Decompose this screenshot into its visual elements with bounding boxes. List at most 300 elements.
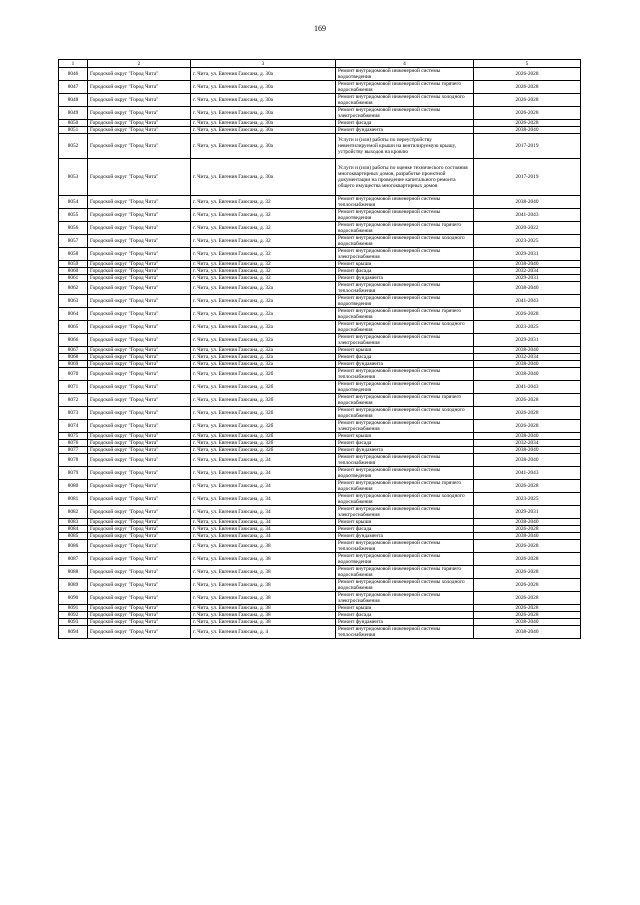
row-number-cell: 8068 [59, 354, 88, 361]
address-cell: г. Чита, ул. Евгения Гаюсана, д. 32а [191, 282, 336, 295]
municipality-cell: Городской округ "Город Чита" [88, 120, 191, 127]
municipality-cell: Городской округ "Город Чита" [88, 209, 191, 222]
row-number-cell: 8069 [59, 361, 88, 368]
address-cell: г. Чита, ул. Евгения Гаюсана, д. 30а [191, 94, 336, 107]
row-number-cell: 8080 [59, 480, 88, 493]
table-row [59, 354, 581, 361]
row-number-cell: 8072 [59, 394, 88, 407]
municipality-cell: Городской округ "Город Чита" [88, 493, 191, 506]
address-cell: г. Чита, ул. Евгения Гаюсана, д. 32а [191, 321, 336, 334]
table-row [59, 248, 581, 261]
table-row [59, 540, 581, 553]
table-row [59, 209, 581, 222]
row-number-cell: 8046 [59, 68, 88, 81]
table-row [59, 308, 581, 321]
period-cell: 2041-2043 [474, 209, 581, 222]
period-cell: 2026-2028 [474, 420, 581, 433]
municipality-cell: Городской округ "Город Чита" [88, 526, 191, 533]
period-cell: 2041-2043 [474, 467, 581, 480]
period-cell: 2038-2040 [474, 196, 581, 209]
address-cell: г. Чита, ул. Евгения Гаюсана, д. 32б [191, 394, 336, 407]
row-number-cell: 8073 [59, 407, 88, 420]
period-cell: 2041-2043 [474, 295, 581, 308]
row-number-cell: 8049 [59, 107, 88, 120]
table-body [59, 68, 581, 639]
municipality-cell: Городской округ "Город Чита" [88, 592, 191, 605]
repair-schedule-table [58, 59, 581, 639]
row-number-cell: 8091 [59, 605, 88, 612]
period-cell: 2026-2028 [474, 120, 581, 127]
municipality-cell: Городской округ "Город Чита" [88, 268, 191, 275]
table-row [59, 275, 581, 282]
period-cell: 2032-2034 [474, 354, 581, 361]
table-row [59, 526, 581, 533]
row-number-cell: 8052 [59, 134, 88, 159]
municipality-cell: Городской округ "Город Чита" [88, 619, 191, 626]
address-cell: г. Чита, ул. Евгения Гаюсана, д. 38 [191, 579, 336, 592]
page-number: 169 [314, 24, 326, 33]
municipality-cell: Городской округ "Город Чита" [88, 127, 191, 134]
row-number-cell: 8094 [59, 626, 88, 639]
period-cell: 2038-2040 [474, 282, 581, 295]
address-cell: г. Чита, ул. Евгения Гаюсана, д. 30а [191, 107, 336, 120]
row-number-cell: 8058 [59, 248, 88, 261]
municipality-cell: Городской округ "Город Чита" [88, 447, 191, 454]
work-type-cell: Ремонт внутридомовой инженерной системы горячего водоснабжения [336, 308, 474, 321]
table-row [59, 368, 581, 381]
row-number-cell: 8089 [59, 579, 88, 592]
work-type-cell: Ремонт внутридомовой инженерной системы теплоснабжения [336, 540, 474, 553]
period-cell: 2038-2040 [474, 454, 581, 467]
municipality-cell: Городской округ "Город Чита" [88, 295, 191, 308]
period-cell: 2026-2028 [474, 526, 581, 533]
address-cell: г. Чита, ул. Евгения Гаюсана, д. 38 [191, 592, 336, 605]
period-cell: 2029-2031 [474, 506, 581, 519]
work-type-cell: Услуги и (или) работы по оценке технического состояния многоквартирных домов, разработке проектной документации на проведение капитального ремонта общего имущества многоквартирных домов [336, 159, 474, 196]
column-number-row [59, 60, 581, 68]
municipality-cell: Городской округ "Город Чита" [88, 440, 191, 447]
table-row [59, 282, 581, 295]
table-row [59, 268, 581, 275]
table-row [59, 127, 581, 134]
period-cell: 2023-2025 [474, 321, 581, 334]
address-cell: г. Чита, ул. Евгения Гаюсана, д. 38 [191, 605, 336, 612]
municipality-cell: Городской округ "Город Чита" [88, 579, 191, 592]
municipality-cell: Городской округ "Город Чита" [88, 626, 191, 639]
row-number-cell: 8082 [59, 506, 88, 519]
row-number-cell: 8063 [59, 295, 88, 308]
period-cell: 2017-2019 [474, 159, 581, 196]
work-type-cell: Ремонт внутридомовой инженерной системы электроснабжения [336, 592, 474, 605]
municipality-cell: Городской округ "Город Чита" [88, 107, 191, 120]
municipality-cell: Городской округ "Город Чита" [88, 235, 191, 248]
municipality-cell: Городской округ "Город Чита" [88, 566, 191, 579]
municipality-cell: Городской округ "Город Чита" [88, 407, 191, 420]
work-type-cell: Ремонт крыши [336, 261, 474, 268]
address-cell: г. Чита, ул. Евгения Гаюсана, д. 32б [191, 420, 336, 433]
period-cell: 2026-2028 [474, 612, 581, 619]
table-row [59, 295, 581, 308]
work-type-cell: Ремонт внутридомовой инженерной системы горячего водоснабжения [336, 566, 474, 579]
work-type-cell: Ремонт фундамента [336, 275, 474, 282]
work-type-cell: Ремонт внутридомовой инженерной системы электроснабжения [336, 334, 474, 347]
work-type-cell: Ремонт внутридомовой инженерной системы водоотведения [336, 209, 474, 222]
row-number-cell: 8087 [59, 553, 88, 566]
row-number-cell: 8078 [59, 454, 88, 467]
address-cell: г. Чита, ул. Евгения Гаюсана, д. 32 [191, 196, 336, 209]
work-type-cell: Ремонт фасада [336, 120, 474, 127]
municipality-cell: Городской округ "Город Чита" [88, 159, 191, 196]
period-cell: 2026-2028 [474, 107, 581, 120]
work-type-cell: Ремонт внутридомовой инженерной системы холодного водоснабжения [336, 407, 474, 420]
work-type-cell: Ремонт внутридомовой инженерной системы горячего водоснабжения [336, 222, 474, 235]
period-cell: 2026-2028 [474, 394, 581, 407]
address-cell: г. Чита, ул. Евгения Гаюсана, д. 34 [191, 480, 336, 493]
work-type-cell: Услуги и (или) работы по переустройству невентилируемой крыши на вентилируемую крышу, устройству выходов на кровлю [336, 134, 474, 159]
column-header: 2 [88, 60, 191, 68]
row-number-cell: 8076 [59, 440, 88, 447]
row-number-cell: 8067 [59, 347, 88, 354]
period-cell: 2038-2040 [474, 361, 581, 368]
municipality-cell: Городской округ "Город Чита" [88, 134, 191, 159]
address-cell: г. Чита, ул. Евгения Гаюсана, д. 30а [191, 134, 336, 159]
column-header: 3 [191, 60, 336, 68]
table-row [59, 467, 581, 480]
work-type-cell: Ремонт внутридомовой инженерной системы водоотведения [336, 381, 474, 394]
period-cell: 2038-2040 [474, 261, 581, 268]
row-number-cell: 8070 [59, 368, 88, 381]
municipality-cell: Городской округ "Город Чита" [88, 467, 191, 480]
address-cell: г. Чита, ул. Евгения Гаюсана, д. 32 [191, 268, 336, 275]
address-cell: г. Чита, ул. Евгения Гаюсана, д. 30а [191, 120, 336, 127]
work-type-cell: Ремонт фасада [336, 440, 474, 447]
work-type-cell: Ремонт внутридомовой инженерной системы водоотведения [336, 68, 474, 81]
address-cell: г. Чита, ул. Евгения Гаюсана, д. 34 [191, 493, 336, 506]
work-type-cell: Ремонт внутридомовой инженерной системы теплоснабжения [336, 454, 474, 467]
address-cell: г. Чита, ул. Евгения Гаюсана, д. 32б [191, 433, 336, 440]
address-cell: г. Чита, ул. Евгения Гаюсана, д. 34 [191, 533, 336, 540]
period-cell: 2038-2040 [474, 347, 581, 354]
municipality-cell: Городской округ "Город Чита" [88, 196, 191, 209]
municipality-cell: Городской округ "Город Чита" [88, 94, 191, 107]
table-row [59, 493, 581, 506]
address-cell: г. Чита, ул. Евгения Гаюсана, д. 38 [191, 540, 336, 553]
table-row [59, 81, 581, 94]
table-row [59, 566, 581, 579]
municipality-cell: Городской округ "Город Чита" [88, 368, 191, 381]
work-type-cell: Ремонт крыши [336, 519, 474, 526]
municipality-cell: Городской округ "Город Чита" [88, 540, 191, 553]
row-number-cell: 8081 [59, 493, 88, 506]
work-type-cell: Ремонт фасада [336, 526, 474, 533]
row-number-cell: 8083 [59, 519, 88, 526]
municipality-cell: Городской округ "Город Чита" [88, 308, 191, 321]
row-number-cell: 8055 [59, 209, 88, 222]
period-cell: 2017-2019 [474, 134, 581, 159]
table-row [59, 626, 581, 639]
table-row [59, 592, 581, 605]
period-cell: 2026-2028 [474, 480, 581, 493]
table-row [59, 407, 581, 420]
work-type-cell: Ремонт крыши [336, 347, 474, 354]
work-type-cell: Ремонт внутридомовой инженерной системы холодного водоснабжения [336, 321, 474, 334]
municipality-cell: Городской округ "Город Чита" [88, 222, 191, 235]
address-cell: г. Чита, ул. Евгения Гаюсана, д. 30а [191, 81, 336, 94]
address-cell: г. Чита, ул. Евгения Гаюсана, д. 32б [191, 368, 336, 381]
address-cell: г. Чита, ул. Евгения Гаюсана, д. 38 [191, 553, 336, 566]
row-number-cell: 8062 [59, 282, 88, 295]
municipality-cell: Городской округ "Город Чита" [88, 506, 191, 519]
address-cell: г. Чита, ул. Евгения Гаюсана, д. 34 [191, 467, 336, 480]
table-row [59, 440, 581, 447]
work-type-cell: Ремонт фундамента [336, 533, 474, 540]
municipality-cell: Городской округ "Город Чита" [88, 321, 191, 334]
table-row [59, 433, 581, 440]
period-cell: 2032-2034 [474, 440, 581, 447]
address-cell: г. Чита, ул. Евгения Гаюсана, д. 38 [191, 619, 336, 626]
table-row [59, 553, 581, 566]
work-type-cell: Ремонт внутридомовой инженерной системы холодного водоснабжения [336, 493, 474, 506]
municipality-cell: Городской округ "Город Чита" [88, 334, 191, 347]
address-cell: г. Чита, ул. Евгения Гаюсана, д. 38 [191, 566, 336, 579]
period-cell: 2020-2022 [474, 222, 581, 235]
work-type-cell: Ремонт внутридомовой инженерной системы горячего водоснабжения [336, 394, 474, 407]
column-header: 1 [59, 60, 88, 68]
table-row [59, 506, 581, 519]
period-cell: 2026-2028 [474, 553, 581, 566]
row-number-cell: 8066 [59, 334, 88, 347]
table-row [59, 347, 581, 354]
row-number-cell: 8048 [59, 94, 88, 107]
address-cell: г. Чита, ул. Евгения Гаюсана, д. 32 [191, 261, 336, 268]
municipality-cell: Городской округ "Город Чита" [88, 454, 191, 467]
table-row [59, 159, 581, 196]
address-cell: г. Чита, ул. Евгения Гаюсана, д. 32а [191, 347, 336, 354]
address-cell: г. Чита, ул. Евгения Гаюсана, д. 32б [191, 440, 336, 447]
work-type-cell: Ремонт внутридомовой инженерной системы теплоснабжения [336, 196, 474, 209]
column-header: 4 [336, 60, 474, 68]
row-number-cell: 8092 [59, 612, 88, 619]
work-type-cell: Ремонт внутридомовой инженерной системы холодного водоснабжения [336, 235, 474, 248]
row-number-cell: 8065 [59, 321, 88, 334]
work-type-cell: Ремонт внутридомовой инженерной системы теплоснабжения [336, 626, 474, 639]
period-cell: 2029-2031 [474, 248, 581, 261]
table-row [59, 619, 581, 626]
table-row [59, 134, 581, 159]
address-cell: г. Чита, ул. Евгения Гаюсана, д. 32б [191, 447, 336, 454]
period-cell: 2038-2040 [474, 127, 581, 134]
address-cell: г. Чита, ул. Евгения Гаюсана, д. 32 [191, 248, 336, 261]
period-cell: 2023-2025 [474, 235, 581, 248]
address-cell: г. Чита, ул. Евгения Гаюсана, д. 32 [191, 275, 336, 282]
row-number-cell: 8071 [59, 381, 88, 394]
municipality-cell: Городской округ "Город Чита" [88, 361, 191, 368]
municipality-cell: Городской округ "Город Чита" [88, 420, 191, 433]
address-cell: г. Чита, ул. Евгения Гаюсана, д. 32 [191, 209, 336, 222]
work-type-cell: Ремонт внутридомовой инженерной системы водоотведения [336, 295, 474, 308]
address-cell: г. Чита, ул. Евгения Гаюсана, д. 38 [191, 612, 336, 619]
table-row [59, 107, 581, 120]
municipality-cell: Городской округ "Город Чита" [88, 605, 191, 612]
municipality-cell: Городской округ "Город Чита" [88, 354, 191, 361]
period-cell: 2038-2040 [474, 433, 581, 440]
municipality-cell: Городской округ "Город Чита" [88, 381, 191, 394]
table-row [59, 222, 581, 235]
municipality-cell: Городской округ "Город Чита" [88, 248, 191, 261]
address-cell: г. Чита, ул. Евгения Гаюсана, д. 32а [191, 308, 336, 321]
municipality-cell: Городской округ "Город Чита" [88, 261, 191, 268]
municipality-cell: Городской округ "Город Чита" [88, 612, 191, 619]
municipality-cell: Городской округ "Город Чита" [88, 68, 191, 81]
work-type-cell: Ремонт внутридомовой инженерной системы электроснабжения [336, 506, 474, 519]
period-cell: 2032-2034 [474, 268, 581, 275]
address-cell: г. Чита, ул. Евгения Гаюсана, д. 32а [191, 295, 336, 308]
row-number-cell: 8079 [59, 467, 88, 480]
address-cell: г. Чита, ул. Евгения Гаюсана, д. 32а [191, 361, 336, 368]
period-cell: 2038-2040 [474, 619, 581, 626]
row-number-cell: 8084 [59, 526, 88, 533]
address-cell: г. Чита, ул. Евгения Гаюсана, д. 34 [191, 454, 336, 467]
municipality-cell: Городской округ "Город Чита" [88, 480, 191, 493]
period-cell: 2038-2040 [474, 519, 581, 526]
work-type-cell: Ремонт внутридомовой инженерной системы электроснабжения [336, 420, 474, 433]
row-number-cell: 8051 [59, 127, 88, 134]
work-type-cell: Ремонт внутридомовой инженерной системы водоотведения [336, 467, 474, 480]
row-number-cell: 8077 [59, 447, 88, 454]
period-cell: 2026-2028 [474, 605, 581, 612]
period-cell: 2026-2028 [474, 68, 581, 81]
row-number-cell: 8054 [59, 196, 88, 209]
work-type-cell: Ремонт внутридомовой инженерной системы холодного водоснабжения [336, 94, 474, 107]
address-cell: г. Чита, ул. Евгения Гаюсана, д. 32 [191, 222, 336, 235]
table-row [59, 321, 581, 334]
period-cell: 2038-2040 [474, 368, 581, 381]
work-type-cell: Ремонт внутридомовой инженерной системы холодного водоснабжения [336, 579, 474, 592]
period-cell: 2026-2028 [474, 540, 581, 553]
work-type-cell: Ремонт внутридомовой инженерной системы горячего водоснабжения [336, 480, 474, 493]
column-header: 5 [474, 60, 581, 68]
work-type-cell: Ремонт фундамента [336, 619, 474, 626]
row-number-cell: 8047 [59, 81, 88, 94]
work-type-cell: Ремонт внутридомовой инженерной системы теплоснабжения [336, 368, 474, 381]
table-row [59, 605, 581, 612]
address-cell: г. Чита, ул. Евгения Гаюсана, д. 32а [191, 354, 336, 361]
work-type-cell: Ремонт фасада [336, 268, 474, 275]
address-cell: г. Чита, ул. Евгения Гаюсана, д. 34 [191, 526, 336, 533]
municipality-cell: Городской округ "Город Чита" [88, 553, 191, 566]
row-number-cell: 8059 [59, 261, 88, 268]
table-row [59, 447, 581, 454]
address-cell: г. Чита, ул. Евгения Гаюсана, д. 32б [191, 407, 336, 420]
table-row [59, 394, 581, 407]
table-row [59, 533, 581, 540]
work-type-cell: Ремонт фасада [336, 612, 474, 619]
table-row [59, 519, 581, 526]
address-cell: г. Чита, ул. Евгения Гаюсана, д. 30а [191, 68, 336, 81]
row-number-cell: 8057 [59, 235, 88, 248]
address-cell: г. Чита, ул. Евгения Гаюсана, д. 34 [191, 519, 336, 526]
row-number-cell: 8074 [59, 420, 88, 433]
address-cell: г. Чита, ул. Евгения Гаюсана, д. 30а [191, 159, 336, 196]
row-number-cell: 8090 [59, 592, 88, 605]
row-number-cell: 8050 [59, 120, 88, 127]
work-type-cell: Ремонт внутридомовой инженерной системы электроснабжения [336, 248, 474, 261]
period-cell: 2029-2031 [474, 275, 581, 282]
table-row [59, 196, 581, 209]
period-cell: 2026-2028 [474, 308, 581, 321]
work-type-cell: Ремонт фундамента [336, 127, 474, 134]
row-number-cell: 8061 [59, 275, 88, 282]
table-row [59, 454, 581, 467]
row-number-cell: 8086 [59, 540, 88, 553]
table-row [59, 120, 581, 127]
period-cell: 2023-2025 [474, 493, 581, 506]
work-type-cell: Ремонт внутридомовой инженерной системы водоотведения [336, 553, 474, 566]
table-row [59, 334, 581, 347]
work-type-cell: Ремонт крыши [336, 605, 474, 612]
address-cell: г. Чита, ул. Евгения Гаюсана, д. 32а [191, 334, 336, 347]
work-type-cell: Ремонт внутридомовой инженерной системы теплоснабжения [336, 282, 474, 295]
table-row [59, 235, 581, 248]
work-type-cell: Ремонт крыши [336, 433, 474, 440]
period-cell: 2026-2028 [474, 81, 581, 94]
period-cell: 2026-2028 [474, 592, 581, 605]
work-type-cell: Ремонт фундамента [336, 361, 474, 368]
address-cell: г. Чита, ул. Евгения Гаюсана, д. 4 [191, 626, 336, 639]
table-row [59, 261, 581, 268]
period-cell: 2026-2028 [474, 579, 581, 592]
address-cell: г. Чита, ул. Евгения Гаюсана, д. 32 [191, 235, 336, 248]
address-cell: г. Чита, ул. Евгения Гаюсана, д. 32б [191, 381, 336, 394]
row-number-cell: 8053 [59, 159, 88, 196]
row-number-cell: 8075 [59, 433, 88, 440]
table-row [59, 361, 581, 368]
period-cell: 2038-2040 [474, 626, 581, 639]
period-cell: 2038-2040 [474, 533, 581, 540]
period-cell: 2026-2028 [474, 407, 581, 420]
table-row [59, 612, 581, 619]
municipality-cell: Городской округ "Город Чита" [88, 275, 191, 282]
municipality-cell: Городской округ "Город Чита" [88, 433, 191, 440]
municipality-cell: Городской округ "Город Чита" [88, 347, 191, 354]
municipality-cell: Городской округ "Город Чита" [88, 519, 191, 526]
work-type-cell: Ремонт внутридомовой инженерной системы электроснабжения [336, 107, 474, 120]
table-row [59, 381, 581, 394]
municipality-cell: Городской округ "Город Чита" [88, 81, 191, 94]
period-cell: 2026-2028 [474, 566, 581, 579]
municipality-cell: Городской округ "Город Чита" [88, 282, 191, 295]
row-number-cell: 8088 [59, 566, 88, 579]
table-row [59, 480, 581, 493]
period-cell: 2026-2028 [474, 94, 581, 107]
row-number-cell: 8093 [59, 619, 88, 626]
table-row [59, 68, 581, 81]
row-number-cell: 8064 [59, 308, 88, 321]
municipality-cell: Городской округ "Город Чита" [88, 533, 191, 540]
period-cell: 2041-2043 [474, 381, 581, 394]
address-cell: г. Чита, ул. Евгения Гаюсана, д. 30а [191, 127, 336, 134]
table-row [59, 94, 581, 107]
work-type-cell: Ремонт фундамента [336, 447, 474, 454]
table-row [59, 420, 581, 433]
row-number-cell: 8085 [59, 533, 88, 540]
work-type-cell: Ремонт внутридомовой инженерной системы горячего водоснабжения [336, 81, 474, 94]
period-cell: 2029-2031 [474, 334, 581, 347]
address-cell: г. Чита, ул. Евгения Гаюсана, д. 34 [191, 506, 336, 519]
row-number-cell: 8060 [59, 268, 88, 275]
period-cell: 2038-2040 [474, 447, 581, 454]
table-row [59, 579, 581, 592]
